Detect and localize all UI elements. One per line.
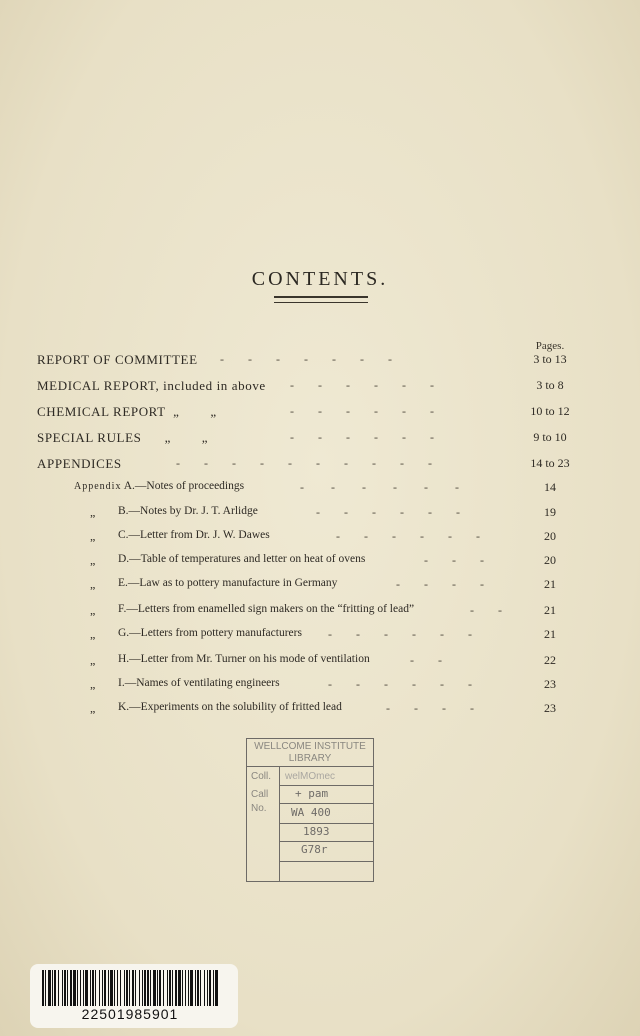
barcode-bar xyxy=(42,970,44,1006)
barcode-bar xyxy=(80,970,81,1006)
appendix-entry[interactable] xyxy=(0,701,640,721)
appendix-entry-label: B.—Notes by Dr. J. T. Arlidge xyxy=(118,505,258,517)
barcode-bar xyxy=(77,970,78,1006)
appendix-entry-pages: 20 xyxy=(544,529,556,543)
barcode-bar xyxy=(83,970,84,1006)
leader-dots: - - - - - - xyxy=(328,627,472,641)
barcode-number: 22501985901 xyxy=(81,1006,179,1022)
stamp-handwriting: WA 400 xyxy=(291,806,331,819)
barcode-bar xyxy=(58,970,59,1006)
appendix-entry-pages: 14 xyxy=(544,480,556,494)
stamp-rule xyxy=(279,841,373,842)
barcode-bar xyxy=(188,970,189,1006)
barcode-bar xyxy=(48,970,51,1006)
ditto-mark: „ xyxy=(90,577,96,591)
barcode-bar xyxy=(124,970,125,1006)
toc-entry[interactable] xyxy=(0,352,640,372)
toc-entry[interactable] xyxy=(0,404,640,424)
leader-dots: - - - - - - xyxy=(290,378,434,392)
leader-dots: - - - - xyxy=(386,701,474,715)
barcode-bar xyxy=(102,970,103,1006)
barcode-bar xyxy=(190,970,193,1006)
barcode-bar xyxy=(129,970,130,1006)
library-stamp xyxy=(246,738,374,882)
barcode-bar xyxy=(99,970,100,1006)
leader-dots: - - - xyxy=(424,553,484,567)
barcode-bar xyxy=(144,970,146,1006)
pages-header: Pages. xyxy=(535,340,565,352)
leader-dots: - - - - - - xyxy=(316,505,460,519)
ditto-mark: „ xyxy=(90,603,96,617)
barcode-bar xyxy=(135,970,136,1006)
stamp-rule xyxy=(279,861,373,862)
barcode-bar xyxy=(157,970,158,1006)
barcode-bar xyxy=(209,970,211,1006)
toc-entry[interactable] xyxy=(0,430,640,450)
barcode-bar xyxy=(139,970,140,1006)
contents-title: CONTENTS. xyxy=(251,268,389,290)
leader-dots: - - xyxy=(410,653,442,667)
appendix-entry[interactable] xyxy=(0,603,640,623)
appendix-entry-pages: 23 xyxy=(544,701,556,715)
barcode-bar xyxy=(90,970,91,1006)
ditto-mark: „ xyxy=(90,505,96,519)
stamp-rule xyxy=(279,803,373,804)
toc-entry-pages: 14 to 23 xyxy=(530,456,570,470)
appendix-entry[interactable] xyxy=(0,627,640,647)
toc-entry[interactable] xyxy=(0,456,640,476)
toc-entry-label: CHEMICAL REPORT „ „ xyxy=(37,404,217,419)
leader-dots: - - - - - - xyxy=(290,404,434,418)
barcode-bar xyxy=(163,970,164,1006)
appendix-entry[interactable] xyxy=(0,653,640,673)
stamp-rule xyxy=(279,823,373,824)
barcode-bar xyxy=(169,970,171,1006)
stamp-handwriting: 1893 xyxy=(303,825,330,838)
appendix-entry[interactable] xyxy=(0,577,640,597)
stamp-coll-label: Coll. xyxy=(251,771,272,782)
appendix-word: Appendix xyxy=(74,481,122,492)
stamp-library: LIBRARY xyxy=(288,753,332,764)
appendix-entry[interactable] xyxy=(0,677,640,697)
barcode-bar xyxy=(213,970,214,1006)
barcode-bar xyxy=(200,970,201,1006)
ditto-mark: „ xyxy=(90,627,96,641)
leader-dots: - - - - - - xyxy=(300,480,459,494)
barcode-bar xyxy=(182,970,183,1006)
appendix-entry-pages: 19 xyxy=(544,505,556,519)
toc-entry-pages: 10 to 12 xyxy=(530,404,570,418)
barcode-bar xyxy=(132,970,134,1006)
barcode-bar xyxy=(110,970,113,1006)
appendix-entry-label: F.—Letters from enamelled sign makers on the “fritting of lead” xyxy=(118,603,415,615)
barcode-bar xyxy=(85,970,88,1006)
appendix-entry-label: H.—Letter from Mr. Turner on his mode of ventilation xyxy=(118,653,370,665)
ditto-mark: „ xyxy=(90,553,96,567)
stamp-institute: WELLCOME INSTITUTE xyxy=(254,741,366,752)
toc-entry[interactable] xyxy=(0,378,640,398)
barcode-bars xyxy=(40,970,220,1006)
stamp-coll-value: welMOmec xyxy=(285,771,336,782)
appendix-entry[interactable] xyxy=(0,529,640,549)
barcode-bar xyxy=(70,970,72,1006)
leader-dots: - - - - xyxy=(396,577,484,591)
appendix-entry-label: C.—Letter from Dr. J. W. Dawes xyxy=(118,529,270,541)
appendix-entry-label: G.—Letters from pottery manufacturers xyxy=(118,627,302,639)
barcode-bar xyxy=(204,970,205,1006)
appendix-entry-label: E.—Law as to pottery manufacture in Germany xyxy=(118,577,338,589)
appendix-entry-pages: 23 xyxy=(544,677,556,691)
toc-entry-label: APPENDICES xyxy=(37,456,122,471)
ditto-mark: „ xyxy=(90,529,96,543)
stamp-call-label: Call xyxy=(251,789,269,800)
appendix-entry-pages: 20 xyxy=(544,553,556,567)
barcode-bar xyxy=(117,970,118,1006)
appendix-entry-label: Appendix A.—Notes of proceedings xyxy=(74,480,245,492)
barcode-bar xyxy=(142,970,143,1006)
appendix-entry-label: K.—Experiments on the solubility of fritted lead xyxy=(118,701,342,713)
barcode-bar xyxy=(167,970,168,1006)
barcode-bar xyxy=(195,970,196,1006)
appendix-entry[interactable] xyxy=(0,480,640,500)
leader-dots: - - - - - - - - - - xyxy=(176,456,432,470)
barcode-bar xyxy=(159,970,161,1006)
leader-dots: - - - - - - - xyxy=(220,352,392,366)
barcode-bar xyxy=(114,970,115,1006)
appendix-entry-label: D.—Table of temperatures and letter on heat of ovens xyxy=(118,553,366,565)
barcode-bar xyxy=(175,970,177,1006)
barcode-bar xyxy=(147,970,149,1006)
toc-entry-pages: 9 to 10 xyxy=(533,430,567,444)
barcode-bar xyxy=(153,970,156,1006)
barcode-bar xyxy=(52,970,53,1006)
stamp-no-label: No. xyxy=(251,803,267,814)
barcode-bar xyxy=(215,970,218,1006)
barcode-bar xyxy=(95,970,96,1006)
barcode-bar xyxy=(197,970,199,1006)
appendix-entry-label: I.—Names of ventilating engineers xyxy=(118,677,280,689)
barcode-bar xyxy=(172,970,173,1006)
appendix-entry[interactable] xyxy=(0,553,640,573)
stamp-rule xyxy=(279,785,373,786)
appendix-entry-pages: 21 xyxy=(544,603,556,617)
barcode-bar xyxy=(45,970,46,1006)
barcode-bar xyxy=(207,970,208,1006)
ditto-mark: „ xyxy=(90,701,96,715)
appendix-entry-pages: 21 xyxy=(544,577,556,591)
toc-entry-pages: 3 to 13 xyxy=(533,352,567,366)
barcode-bar xyxy=(178,970,181,1006)
barcode-bar xyxy=(64,970,66,1006)
barcode-bar xyxy=(92,970,94,1006)
leader-dots: - - xyxy=(470,603,502,617)
barcode-bar xyxy=(54,970,56,1006)
barcode-bar xyxy=(126,970,128,1006)
leader-dots: - - - - - - xyxy=(328,677,472,691)
ditto-mark: „ xyxy=(90,677,96,691)
barcode-bar xyxy=(104,970,106,1006)
title-rule xyxy=(274,296,368,303)
leader-dots: - - - - - - xyxy=(336,529,480,543)
appendix-entry[interactable] xyxy=(0,505,640,525)
leader-dots: - - - - - - xyxy=(290,430,434,444)
barcode-bar xyxy=(62,970,63,1006)
stamp-header xyxy=(247,739,373,767)
barcode-bar xyxy=(185,970,186,1006)
barcode-bar xyxy=(67,970,68,1006)
stamp-handwriting: + pam xyxy=(295,787,329,800)
barcode-bar xyxy=(120,970,121,1006)
barcode-bar xyxy=(108,970,109,1006)
toc-entry-pages: 3 to 8 xyxy=(536,378,564,392)
toc-entry-label: SPECIAL RULES „ „ xyxy=(37,430,209,445)
ditto-mark: „ xyxy=(90,653,96,667)
barcode-bar xyxy=(73,970,76,1006)
appendix-entry-pages: 22 xyxy=(544,653,556,667)
appendix-entry-pages: 21 xyxy=(544,627,556,641)
toc-entry-label: MEDICAL REPORT, included in above xyxy=(37,378,266,393)
stamp-handwriting: G78r xyxy=(301,843,328,856)
toc-entry-label: REPORT OF COMMITTEE xyxy=(37,352,198,367)
barcode-bar xyxy=(150,970,151,1006)
